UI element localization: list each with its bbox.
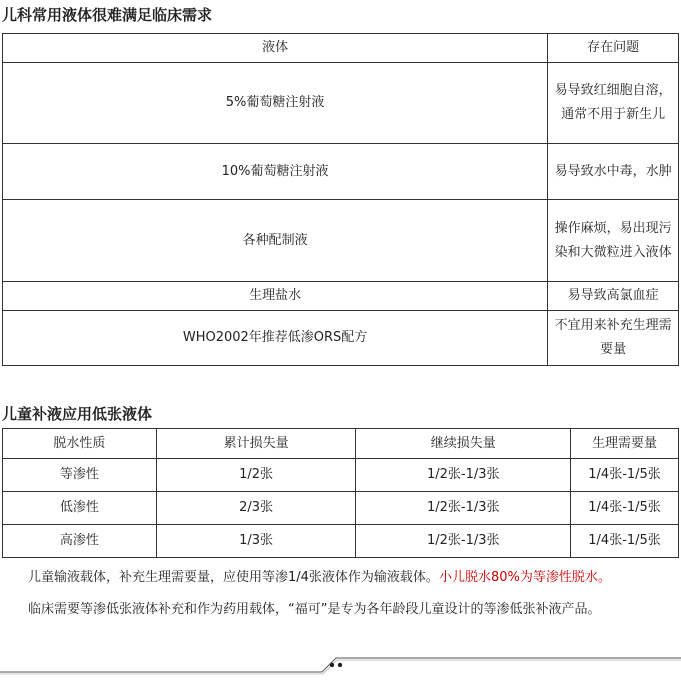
- table-row: [3, 492, 679, 525]
- table-row: [3, 282, 679, 311]
- table-row: [3, 144, 679, 200]
- header-problem: 存在问题: [548, 34, 679, 63]
- paragraph-carrier: [2, 565, 679, 591]
- fluid-cell: 生理盐水: [3, 282, 548, 311]
- paragraph-product: 临床需要等渗低张液体补充和作为药用载体，“福可”是专为各年龄段儿童设计的等渗低张补液产品。: [28, 602, 601, 617]
- ornament-divider-icon: [0, 652, 681, 676]
- paragraph-highlight: 小儿脱水80%为等渗性脱水。: [438, 570, 611, 585]
- type-cell: 等渗性: [3, 459, 157, 492]
- ongoing-cell: 1/2张-1/3张: [356, 525, 571, 558]
- physiological-cell: 1/4张-1/5张: [571, 492, 679, 525]
- section2-title: 儿童补液应用低张液体: [2, 405, 153, 423]
- header-fluid: 液体: [3, 34, 548, 63]
- problem-cell: 易导致水中毒，水肿: [548, 144, 679, 200]
- table-row: [3, 459, 679, 492]
- type-cell: 低渗性: [3, 492, 157, 525]
- table-row: [3, 311, 679, 366]
- problem-cell: 不宜用来补充生理需要量: [548, 311, 679, 366]
- problem-cell: 易导致红细胞自溶，通常不用于新生儿: [548, 63, 679, 144]
- ongoing-cell: 1/2张-1/3张: [356, 459, 571, 492]
- table-header-row: [3, 429, 679, 459]
- physiological-cell: 1/4张-1/5张: [571, 459, 679, 492]
- ongoing-cell: 1/2张-1/3张: [356, 492, 571, 525]
- problem-cell: 操作麻烦，易出现污染和大微粒进入液体: [548, 200, 679, 282]
- header-type: 脱水性质: [3, 429, 157, 459]
- table-header-row: [3, 34, 679, 63]
- header-physiological: 生理需要量: [571, 429, 679, 459]
- header-cumulative: 累计损失量: [156, 429, 356, 459]
- physiological-cell: 1/4张-1/5张: [571, 525, 679, 558]
- paragraph-carrier-text: 儿童输液载体，补充生理需要量，应使用等渗1/4张液体作为输液载体。: [28, 570, 439, 585]
- fluid-cell: WHO2002年推荐低渗ORS配方: [3, 311, 548, 366]
- table-row: [3, 200, 679, 282]
- dehydration-table: [2, 428, 679, 558]
- cumulative-cell: 1/2张: [156, 459, 356, 492]
- fluids-table: [2, 33, 679, 366]
- cumulative-cell: 1/3张: [156, 525, 356, 558]
- table-row: [3, 63, 679, 144]
- section1-title: 儿科常用液体很难满足临床需求: [2, 6, 213, 24]
- fluid-cell: 5%葡萄糖注射液: [3, 63, 548, 144]
- cumulative-cell: 2/3张: [156, 492, 356, 525]
- fluid-cell: 10%葡萄糖注射液: [3, 144, 548, 200]
- problem-cell: 易导致高氯血症: [548, 282, 679, 311]
- fluid-cell: 各种配制液: [3, 200, 548, 282]
- type-cell: 高渗性: [3, 525, 157, 558]
- table-row: [3, 525, 679, 558]
- header-ongoing: 继续损失量: [356, 429, 571, 459]
